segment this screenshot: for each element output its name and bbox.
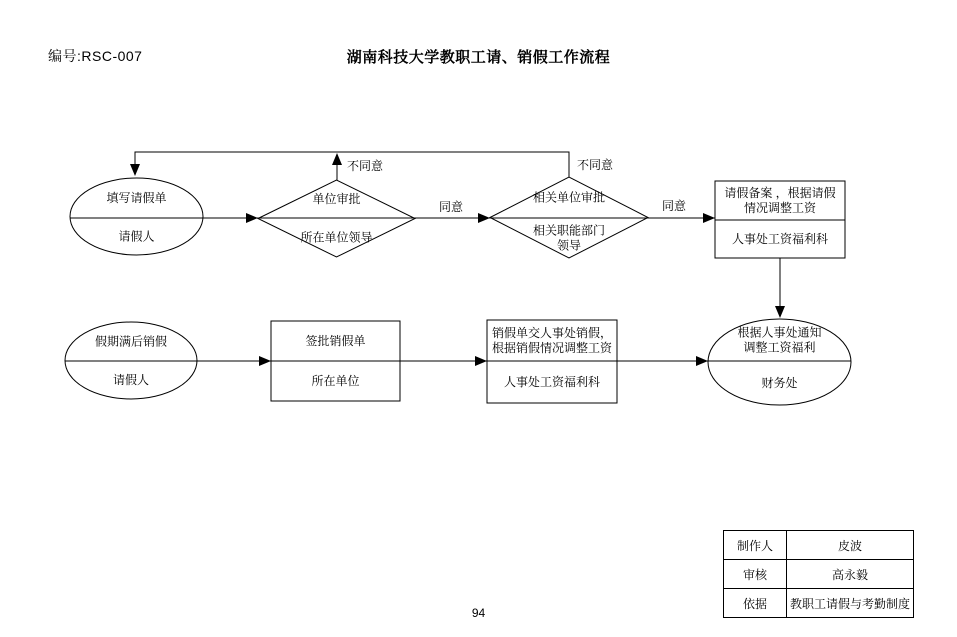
node-finance-adjust-salary: [708, 319, 851, 405]
arrow-into-finance-ellipse: [696, 356, 708, 366]
doc-number: 编号:RSC-007: [48, 48, 143, 64]
arrow-into-unit-approval: [246, 213, 258, 223]
maker-value: 皮波: [787, 531, 914, 560]
submit-cancel-form-hr-action-text: 根据销假情况调整工资: [491, 341, 613, 355]
node-leave-filing-salary-adjust: [715, 181, 845, 258]
submit-cancel-form-hr-role-text: 人事处工资福利科: [503, 375, 601, 389]
node-sign-cancel-leave-form: [271, 321, 400, 401]
maker-label: 制作人: [724, 531, 787, 560]
finance-adjust-salary-action-text: 调整工资福利: [743, 340, 816, 355]
leave-filing-salary-adjust-role-text: 人事处工资福利科: [731, 232, 829, 246]
basis-label: 依据: [724, 589, 787, 618]
page-title: 湖南科技大学教职工请、销假工作流程: [346, 49, 611, 66]
arrow-into-sign-rect: [259, 356, 271, 366]
arrow-into-related-approval: [478, 213, 490, 223]
reviewer-label: 审核: [724, 560, 787, 589]
edge-label-disagree-unit: 不同意: [347, 159, 384, 173]
node-report-back-after-leave: [65, 322, 197, 399]
fill-leave-form-role-text: 请假人: [118, 229, 155, 244]
approval-table: [723, 530, 914, 618]
related-unit-approval-decision-action-text: 相关单位审批: [532, 190, 606, 205]
table-row: [724, 531, 914, 560]
unit-approval-decision-role-text: 所在单位领导: [300, 230, 373, 245]
arrow-into-filing-rect: [703, 213, 715, 223]
related-unit-approval-decision-role-text: 领导: [556, 238, 582, 253]
fill-leave-form-action-text: 填写请假单: [106, 191, 167, 205]
edge-label-agree-unit: 同意: [439, 200, 464, 214]
arrow-down-into-fill-form: [130, 164, 140, 176]
edge-label-disagree-related: 不同意: [577, 158, 614, 172]
page-number: 94: [471, 606, 486, 620]
finance-adjust-salary-role-text: 财务处: [761, 376, 798, 390]
sign-cancel-leave-form-role-text: 所在单位: [311, 374, 360, 388]
arrow-up-to-return-line: [332, 153, 342, 165]
reviewer-value: 高永毅: [787, 560, 914, 589]
arrow-down-into-finance: [775, 306, 785, 318]
related-unit-approval-decision-role-text: 相关职能部门: [532, 223, 606, 238]
node-submit-cancel-form-hr: [487, 320, 617, 403]
leave-filing-salary-adjust-action-text: 情况调整工资: [743, 201, 817, 215]
submit-cancel-form-hr-action-text: 销假单交人事处销假，: [491, 326, 613, 340]
leave-filing-salary-adjust-action-text: 请假备案 ，根据请假: [724, 186, 836, 200]
node-unit-approval-decision: [258, 180, 415, 257]
table-row: [724, 560, 914, 589]
edge-label-agree-related: 同意: [662, 199, 687, 213]
report-back-after-leave-role-text: 请假人: [112, 373, 150, 387]
node-related-unit-approval-decision: [490, 177, 648, 258]
basis-value: 教职工请假与考勤制度: [787, 589, 914, 618]
node-fill-leave-form: [70, 178, 203, 255]
unit-approval-decision-action-text: 单位审批: [312, 192, 361, 206]
report-back-after-leave-action-text: 假期满后销假: [94, 334, 168, 349]
arrow-into-submit-rect: [475, 356, 487, 366]
sign-cancel-leave-form-action-text: 签批销假单: [305, 334, 366, 348]
finance-adjust-salary-action-text: 根据人事处通知: [737, 325, 822, 340]
